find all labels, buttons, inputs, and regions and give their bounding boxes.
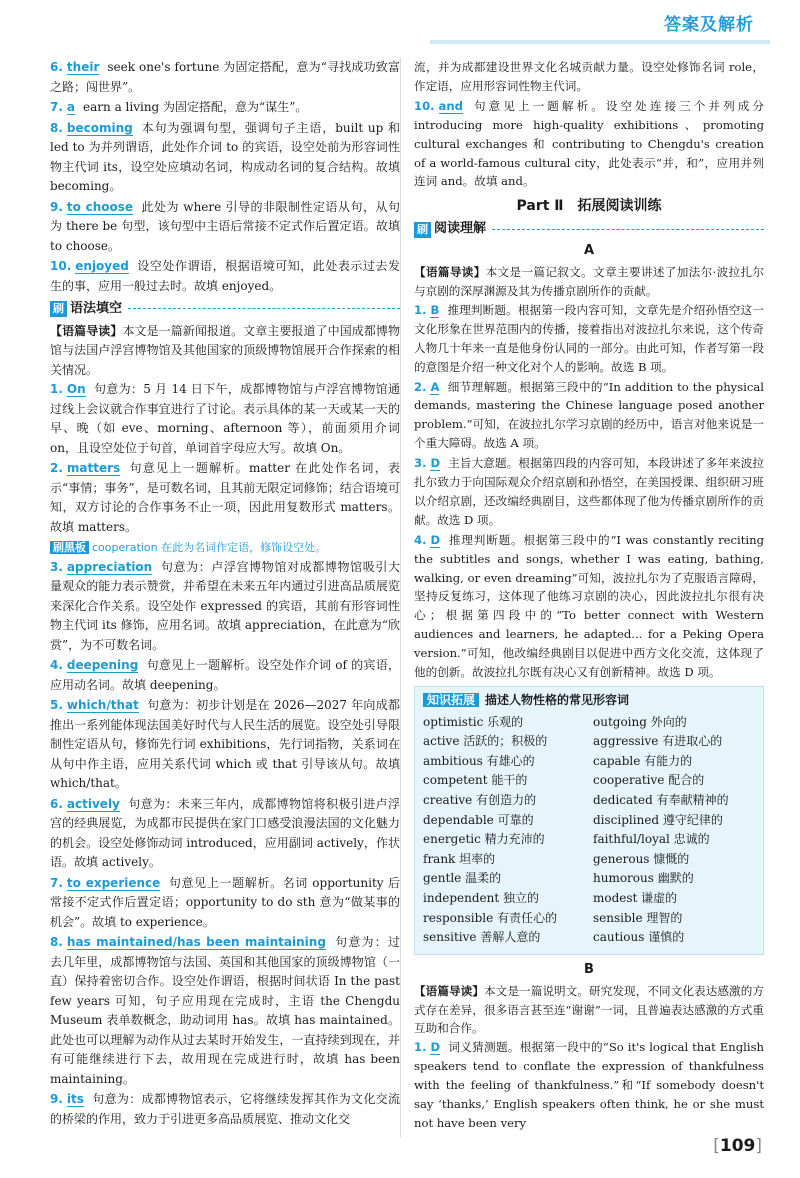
- explanation-text: 句意为：卢浮宫博物馆对成都博物馆吸引大量观众的能力表示赞赏，并希望在未来五年内通过引进高品质展览来深化合作关系。设空处作 expressed 的宾语，其前有形容词性物主代词 its 修饰，应用名词。故填 appreciation，在此意为“欣赏”，为不可数名词。: [50, 559, 400, 652]
- vocab-word: responsible 有责任心的: [423, 910, 558, 925]
- answer-key: D: [430, 1040, 441, 1055]
- vocab-word: aggressive 有进取心的: [593, 734, 723, 749]
- vocab-word: humorous 幽默的: [593, 871, 694, 886]
- question-number: 2.: [50, 461, 63, 475]
- explanation-text: 词义猜测题。根据第一段中的“So it's logical that English speakers tend to conflate the expression of thankfulness with the feeling of thankfulness.”和“If somebody doesn't say ‘thanks,’ English speakers often think, he or she must not have been very: [414, 1040, 764, 1130]
- answer-key: becoming: [66, 120, 133, 135]
- question-number: 8.: [50, 120, 63, 135]
- vocab-badge: 知识拓展: [423, 693, 479, 707]
- answer-item: [50, 874, 400, 933]
- vocab-heading: [423, 691, 755, 711]
- vocab-word: sensitive 善解人意的: [423, 930, 541, 945]
- vocab-word: outgoing 外向的: [593, 714, 687, 729]
- question-number: 5.: [50, 698, 63, 712]
- column-divider: [400, 58, 401, 1138]
- header-rule: [430, 40, 770, 44]
- section-dashed-rule: [492, 229, 764, 230]
- section-dashed-rule: [128, 308, 400, 309]
- question-number: 10.: [50, 259, 72, 273]
- explanation-text: 句意为：5 月 14 日下午，成都博物馆与卢浮宫博物馆通过线上会议就合作事宜进行了讨论。表示具体的某一天或某一天的早、晚（如 eve、morning、afternoon 等），前面须用介词 on，且设空处位于句首，单词首字母应大写。故填 On。: [50, 382, 400, 455]
- question-number: 6.: [50, 796, 63, 811]
- part-title: Part Ⅱ 拓展阅读训练: [516, 198, 662, 215]
- explanation-text: 句意为：成都博物馆表示，它将继续发挥其作为文化交流的桥梁的作用，致力于引进更多高品质展览、推动文化交: [50, 1092, 400, 1126]
- question-number: 3.: [50, 559, 63, 574]
- explanation-text: 推理判断题。根据第一段内容可知，文章先是介绍孙悟空这一文化形象在世界范围内的传播，接着指出对波拉扎尔来说，这个传奇人物几十年来一直是他身份认同的一部分。由此可知，作者写第一段的意图是介绍一种文化对个人的影响。故选 B 项。: [414, 302, 764, 374]
- explanation-text: 句意为：未来三年内，成都博物馆将积极引进卢浮宫的经典展览，为成都市民提供在家门口感受浪漫法国的文化魅力的机会。设空处修饰动词 introduced，应用副词 actively，作状语。故填 actively。: [50, 796, 400, 869]
- blackboard-note: [50, 538, 400, 558]
- question-number: 1.: [50, 382, 63, 396]
- question-number: 6.: [50, 60, 63, 74]
- vocab-word: energetic 精力充沛的: [423, 832, 545, 847]
- question-number: 1.: [414, 302, 427, 317]
- question-number: 3.: [414, 456, 427, 471]
- question-number: 10.: [414, 98, 435, 113]
- question-number: 2.: [414, 379, 427, 394]
- answer-key: A: [430, 379, 440, 394]
- answer-key: actively: [66, 796, 120, 811]
- answer-item: [50, 98, 400, 118]
- explanation-text: 本句为强调句型，强调句子主语，built up 和 led to 为并列谓语，此处作介词 to 的宾语，设空处前为形容词性物主代词 its，设空处应填动名词，构成动名词的复合结构。故填 becoming。: [50, 120, 400, 193]
- passage-label: A: [583, 243, 595, 259]
- question-number: 9.: [50, 199, 63, 214]
- explanation-text: 句意见上一题解析。设空处作介词 of 的宾语，应用动名词。故填 deepening。: [50, 658, 400, 692]
- vocab-word: independent 独立的: [423, 890, 540, 905]
- vocab-word: disciplined 遵守纪律的: [593, 812, 723, 827]
- answer-item: [414, 454, 764, 530]
- vocab-word: competent 能干的: [423, 773, 528, 788]
- answer-key: has maintained/has been maintaining: [66, 935, 326, 949]
- vocab-word: cautious 谨慎的: [593, 930, 685, 945]
- vocab-word: cooperative 配合的: [593, 773, 705, 788]
- guide-label: 【语篇导读】: [414, 983, 485, 998]
- explanation-text: 句意见上一题解析。设空处连接三个并列成分 introducing more high-quality exhibitions、promoting cultural exchanges 和 contributing to Chengdu's creation of a world-famous cultural city，此处表示“并，和”，应用并列连词 and。故填 and。: [414, 98, 764, 189]
- answer-item: [414, 97, 764, 192]
- vocab-title: 描述人物性格的常见形容词: [485, 693, 630, 707]
- page-number-value: 109: [719, 1136, 756, 1156]
- vocab-word: dependable 可靠的: [423, 812, 534, 827]
- answer-key: matters: [66, 461, 121, 475]
- vocab-word: capable 有能力的: [593, 753, 693, 768]
- page-header: [0, 0, 800, 52]
- passage-label: B: [584, 961, 594, 977]
- guide-label: 【语篇导读】: [414, 265, 486, 280]
- note-text: cooperation 在此为名词作定语，修饰设空处。: [92, 541, 327, 554]
- explanation-text: 句意见上一题解析。matter 在此处作名词，表示“事情；事务”，是可数名词，且其前无限定词修饰；结合语境可知，双方讨论的合作事务不止一项，因此用复数形式 matters。故填 matters。: [50, 461, 400, 534]
- section-heading: [50, 299, 400, 319]
- vocab-word: generous 慷慨的: [593, 851, 690, 866]
- section-title: 阅读理解: [434, 221, 487, 237]
- guide-text: 本文是一篇记叙文。文章主要讲述了加法尔·波拉扎尔与京剧的深厚渊源及其为传播京剧所作的贡献。: [414, 265, 764, 298]
- vocab-word: modest 谦虚的: [593, 890, 678, 905]
- section-badge: 刷: [414, 222, 431, 238]
- explanation-text: seek one's fortune 为固定搭配，意为“寻找成功致富之路；闯世界”。: [50, 60, 400, 94]
- answer-item: [50, 1090, 400, 1129]
- answer-key: to experience: [66, 875, 161, 890]
- answer-item: [50, 795, 400, 873]
- explanation-text: 句意为：初步计划是在 2026—2027 年向成都推出一系列能体现法国美好时代与人民生活的展览。设空处引导限制性定语从句，修饰先行词 exhibitions，先行词指物，关系词在从句中作主语，应用关系代词 which 或 that 引导该从句。故填 which/that。: [50, 698, 400, 790]
- explanation-text: 细节理解题。根据第三段中的“In addition to the physical demands, mastering the Chinese language posed another problem.”可知，在波拉扎尔学习京剧的经历中，语言对他来说是一个重大障碍。故选 A 项。: [414, 379, 764, 451]
- header-title: 答案及解析: [664, 15, 754, 35]
- explanation-text: 主旨大意题。根据第四段的内容可知，本段讲述了多年来波拉扎尔致力于向国际观众介绍京剧和孙悟空，在美国授课、组织研习班以介绍京剧，还改编经典剧目，这些都体现了他为传播京剧所作的贡献。故选 D 项。: [414, 456, 764, 527]
- answer-key: On: [66, 382, 86, 396]
- vocab-word: frank 坦率的: [423, 851, 496, 866]
- answer-key: appreciation: [66, 559, 153, 574]
- question-number: 8.: [50, 935, 63, 949]
- question-number: 4.: [414, 532, 427, 547]
- question-number: 1.: [414, 1040, 427, 1055]
- passage-guide: [50, 322, 400, 381]
- note-badge: 刷黑板: [50, 541, 89, 554]
- page-number: [109]: [713, 1136, 762, 1156]
- question-number: 7.: [50, 100, 63, 114]
- answer-key: which/that: [66, 698, 139, 712]
- answer-item: [50, 696, 400, 794]
- vocab-word: dedicated 有奉献精神的: [593, 792, 729, 807]
- vocab-word: sensible 理智的: [593, 910, 683, 925]
- answer-item: [50, 58, 400, 97]
- answer-item: [50, 380, 400, 458]
- answer-item: [50, 656, 400, 695]
- answer-key: its: [66, 1092, 84, 1106]
- vocab-word: faithful/loyal 忠诚的: [593, 832, 710, 847]
- answer-key: enjoyed: [75, 259, 129, 273]
- question-number: 7.: [50, 875, 63, 890]
- answer-key: and: [438, 98, 463, 113]
- vocab-grid: [423, 713, 755, 948]
- answer-item: [414, 1038, 764, 1133]
- guide-label: 【语篇导读】: [50, 323, 123, 338]
- section-heading: [414, 220, 764, 239]
- answer-item: [50, 119, 400, 197]
- vocab-word: creative 有创造力的: [423, 792, 537, 807]
- answer-item: [414, 531, 764, 682]
- explanation-text: 此处为 where 引导的非限制性定语从句，从句为 there be 句型，该句型中主语后常接不定式作后置定语。故填 to choose。: [50, 199, 400, 253]
- left-column: [50, 58, 400, 1130]
- question-number: 4.: [50, 658, 63, 672]
- section-badge: 刷: [50, 301, 67, 317]
- question-number: 9.: [50, 1092, 63, 1106]
- explanation-text: 设空处作谓语，根据语境可知，此处表示过去发生的事，应用一般过去时。故填 enjoyed。: [50, 259, 400, 293]
- explanation-text: 句意为：过去几年里，成都博物馆与法国、英国和其他国家的顶级博物馆（一直）保持着密切合作。设空处作谓语，根据时间状语 In the past few years 可知，句子应用现在完成时，主语 the Chengdu Museum 表单数概念，助动词用 has。故填 has maintained。此处也可以理解为动作从过去某时开始发生，一直持续到现在，并有可能继续进行下去，故用现在完成进行时，故填 has been maintaining。: [50, 935, 400, 1086]
- answer-key: B: [430, 302, 440, 317]
- answer-key: deepening: [66, 658, 139, 672]
- answer-key: a: [66, 100, 76, 114]
- explanation-text: 流，并为成都建设世界文化名城贡献力量。设空处修饰名词 role，作定语，应用形容词性物主代词。: [414, 60, 764, 93]
- answer-item: [414, 378, 764, 454]
- answer-item: [50, 558, 400, 656]
- guide-text: 本文是一篇说明文。研究发现，不同文化表达感激的方式存在差异，很多语言甚至连“谢谢”一词，且普遍表达感激的方式重互助和合作。: [414, 983, 764, 1036]
- vocab-word: ambitious 有雄心的: [423, 753, 535, 768]
- explanation-text: 句意见上一题解析。名词 opportunity 后常接不定式作后置定语；opportunity to do sth 意为“做某事的机会”。故填 to experience。: [50, 875, 401, 929]
- answer-item: [414, 301, 764, 377]
- answer-item: [50, 933, 400, 1089]
- answer-key: D: [430, 532, 441, 547]
- explanation-text: 推理判断题。根据第三段中的“I was constantly reciting the subtitles and songs, whether I was eating, bathing, walking, or even dreaming”可知，波拉扎尔为了克服语言障碍，坚持反复练习，这体现了他练习京剧的决心，因此波拉扎尔很有决心；根据第四段中的“To better connect with Western audiences and learners, he adapted... for a Peking Opera version.”可知，他改编经典剧目以促进中西方文化交流，这体现了他的创新。故波拉扎尔既有决心又有创新精神。故选 D 项。: [414, 532, 764, 680]
- passage-guide: [414, 982, 764, 1039]
- explanation-text: earn a living 为固定搭配，意为“谋生”。: [83, 100, 308, 114]
- vocab-word: active 活跃的；积极的: [423, 734, 548, 749]
- passage-guide: [414, 263, 764, 301]
- section-title: 语法填空: [70, 301, 123, 316]
- answer-item: [50, 257, 400, 296]
- answer-key: D: [430, 456, 441, 471]
- vocab-word: gentle 温柔的: [423, 871, 502, 886]
- answer-item: [50, 198, 400, 257]
- answer-key: their: [66, 60, 100, 74]
- vocab-word: optimistic 乐观的: [423, 714, 524, 729]
- right-column: [414, 58, 764, 1134]
- guide-text: 本文是一篇新闻报道。文章主要报道了中国成都博物馆与法国卢浮宫博物馆及其他国家的顶级博物馆展开合作探索的相关情况。: [50, 323, 400, 377]
- answer-item: [50, 459, 400, 537]
- answer-key: to choose: [66, 199, 134, 214]
- vocab-box: [414, 686, 764, 955]
